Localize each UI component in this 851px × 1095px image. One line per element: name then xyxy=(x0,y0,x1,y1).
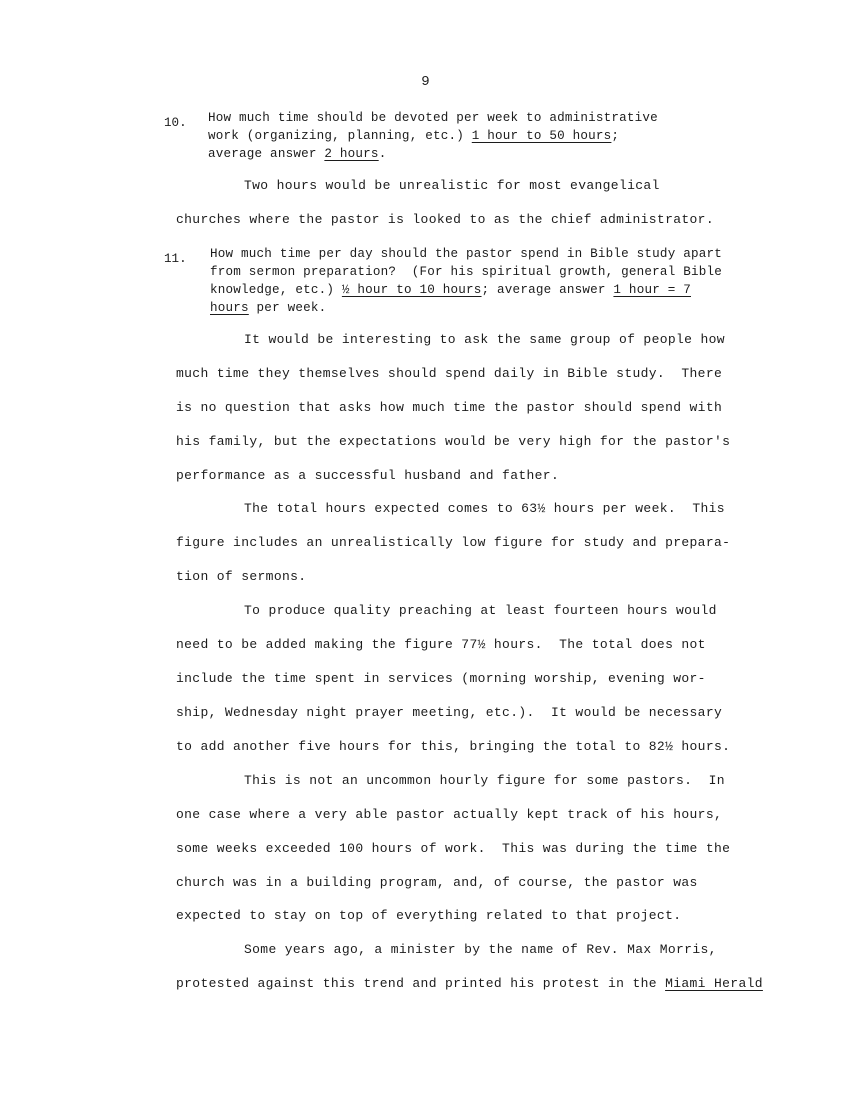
paragraph-line: to add another five hours for this, bringing the total to 82½ hours. xyxy=(176,739,731,754)
underlined-range: ½ hour to 10 hours xyxy=(341,283,482,297)
paragraph-line: It would be interesting to ask the same group of people how xyxy=(244,332,725,347)
paragraph-line: ship, Wednesday night prayer meeting, etc.). It would be necessary xyxy=(176,705,723,720)
question-line: work (organizing, planning, etc.) 1 hour to 50 hours; xyxy=(208,129,620,143)
paragraph-line: is no question that asks how much time the pastor should spend with xyxy=(176,400,723,415)
paragraph-line: performance as a successful husband and father. xyxy=(176,468,560,483)
paragraph-line: figure includes an unrealistically low figure for study and prepara- xyxy=(176,535,731,550)
paragraph-line: protested against this trend and printed his protest in the Miami Herald xyxy=(176,976,763,991)
question-line: hours per week. xyxy=(210,301,327,315)
paragraph-line: The total hours expected comes to 63½ hours per week. This xyxy=(244,501,725,516)
page-number: 9 xyxy=(421,74,430,90)
paragraph-line: church was in a building program, and, of course, the pastor was xyxy=(176,875,698,890)
underlined-range: 1 hour to 50 hours xyxy=(471,129,612,143)
underlined-average: 2 hours xyxy=(324,147,379,161)
question-line: from sermon preparation? (For his spiritual growth, general Bible xyxy=(210,265,722,279)
question-line: How much time per day should the pastor spend in Bible study apart xyxy=(210,247,722,261)
paragraph-line: one case where a very able pastor actually kept track of his hours, xyxy=(176,807,723,822)
question-line: average answer 2 hours. xyxy=(208,147,387,161)
paragraph-line: This is not an uncommon hourly figure for some pastors. In xyxy=(244,773,725,788)
question-line: How much time should be devoted per week to administrative xyxy=(208,111,658,125)
paragraph-line: need to be added making the figure 77½ hours. The total does not xyxy=(176,637,706,652)
question-number: 11. xyxy=(164,252,187,266)
paragraph-line: expected to stay on top of everything related to that project. xyxy=(176,908,682,923)
paragraph-line: To produce quality preaching at least fourteen hours would xyxy=(244,603,717,618)
paragraph-line: Two hours would be unrealistic for most evangelical xyxy=(244,178,660,193)
question-line: knowledge, etc.) ½ hour to 10 hours; average answer 1 hour = 7 xyxy=(210,283,691,297)
underlined-average: 1 hour = 7 xyxy=(613,283,691,297)
paragraph-line: Some years ago, a minister by the name of Rev. Max Morris, xyxy=(244,942,717,957)
question-number: 10. xyxy=(164,116,187,130)
underlined-average: hours xyxy=(210,301,249,315)
paragraph-line: some weeks exceeded 100 hours of work. This was during the time the xyxy=(176,841,731,856)
paragraph-line: his family, but the expectations would be very high for the pastor's xyxy=(176,434,731,449)
paragraph-line: much time they themselves should spend daily in Bible study. There xyxy=(176,366,723,381)
paragraph-line: include the time spent in services (morning worship, evening wor- xyxy=(176,671,706,686)
paragraph-line: churches where the pastor is looked to as the chief administrator. xyxy=(176,212,714,227)
underlined-newspaper-title: Miami Herald xyxy=(665,976,763,991)
paragraph-line: tion of sermons. xyxy=(176,569,307,584)
